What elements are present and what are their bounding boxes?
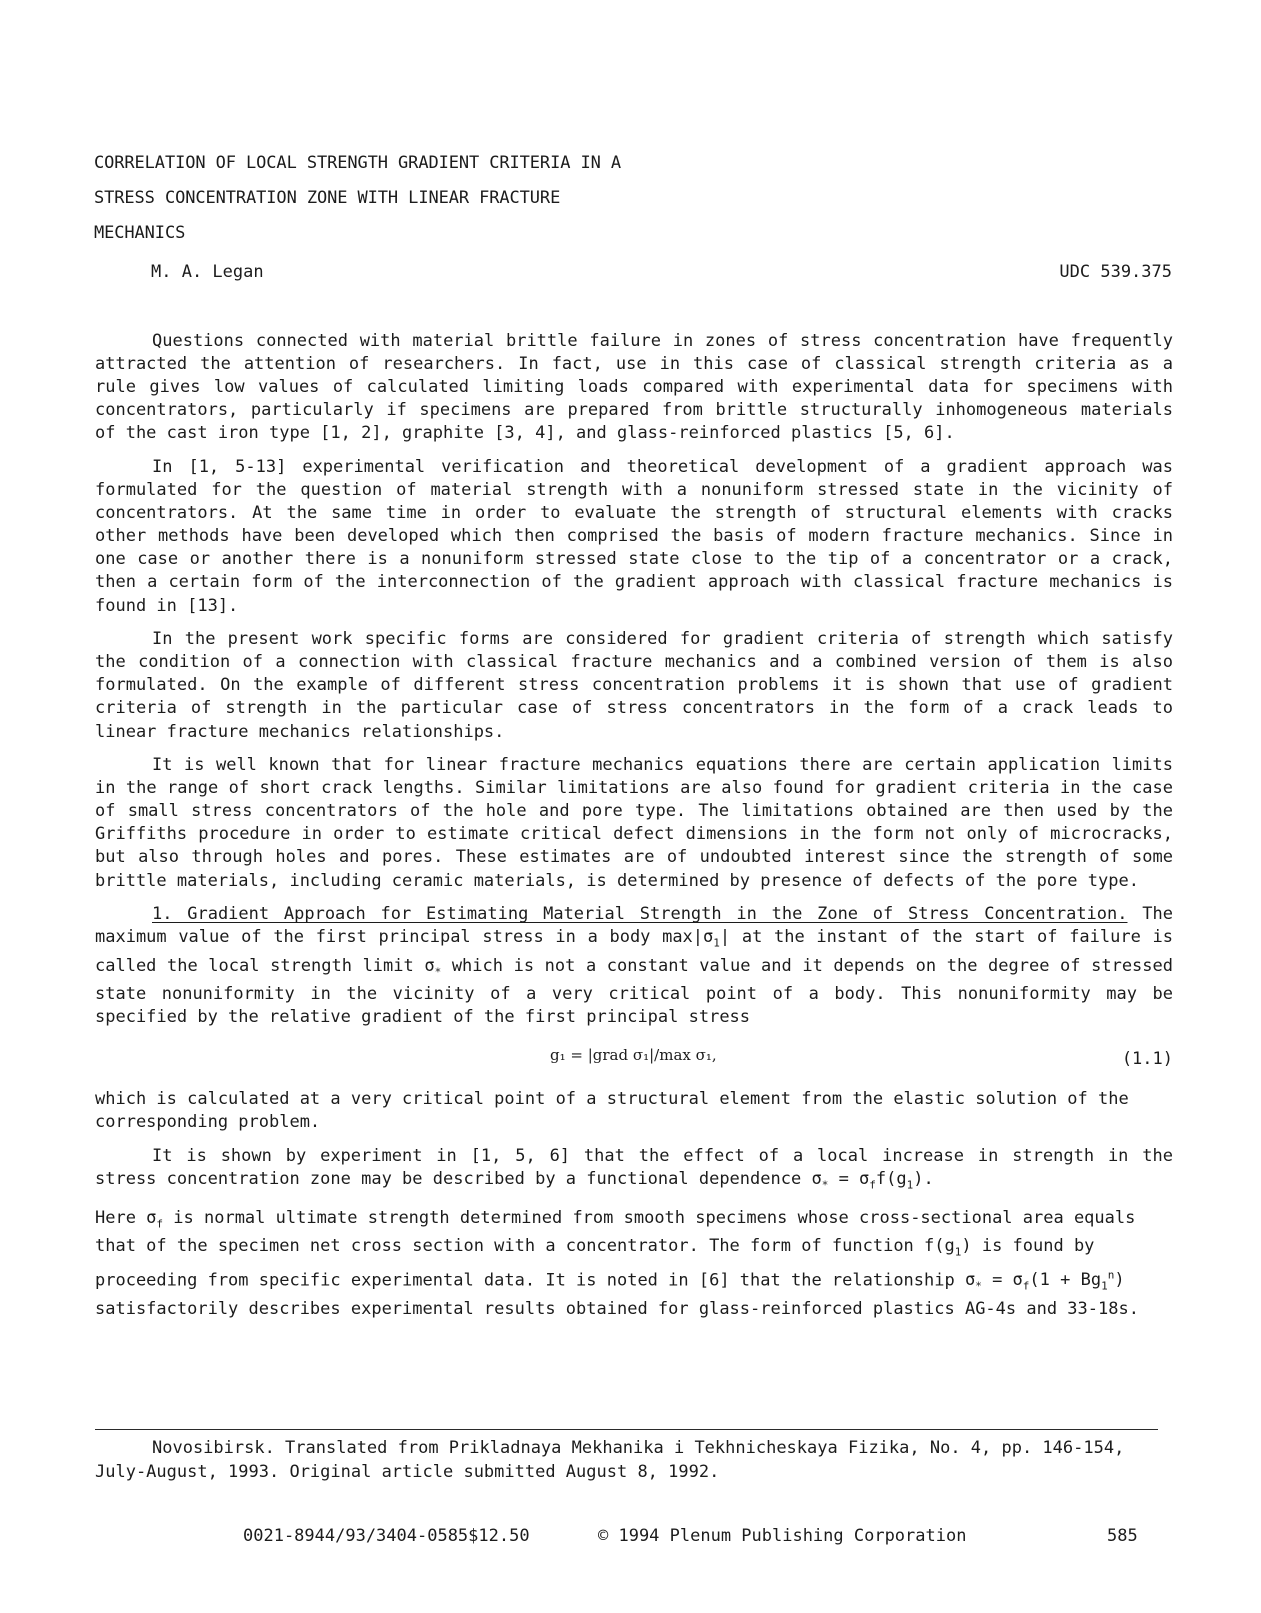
title-line: CORRELATION OF LOCAL STRENGTH GRADIENT CRITERIA IN A <box>94 153 622 173</box>
udc-code: UDC 539.375 <box>1059 262 1172 282</box>
paragraph-limits: It is well known that for linear fracture mechanics equations there are certain application limits in the range of short crack lengths. Similar limitations are also found for gradient criteria in the case of small stress concentrators of the hole and pore type. The limitations obtained are then used by the Griffiths procedure in order to estimate critical defect dimensions in the form not only of microcracks, but also through holes and pores. These estimates are of undoubted interest since the strength of some brittle materials, including ceramic materials, is determined by presence of defects of the pore type. <box>95 755 1173 891</box>
footnote-divider <box>95 1429 1158 1430</box>
equation-1-1 <box>95 1040 1173 1084</box>
paragraph-intro: Questions connected with material brittle failure in zones of stress concentration have frequently attracted the attention of researchers. In fact, use in this case of classical strength criteria as a rule gives low values of calculated limiting loads compared with experimental data for specimens with concentrators, particularly if specimens are prepared from brittle structurally inhomogeneous materials of the cast iron type [1, 2], graphite [3, 4], and glass-reinforced plastics [5, 6]. <box>95 331 1173 444</box>
paragraph-present-work: In the present work specific forms are considered for gradient criteria of strength which satisfy the condition of a connection with classical fracture mechanics and a combined version of them is also formulated. On the example of different stress concentration problems it is shown that use of gradient criteria of strength in the particular case of stress concentrators in the form of a crack leads to linear fracture mechanics relationships. <box>95 629 1173 742</box>
paragraph-after-equation: which is calculated at a very critical point of a structural element from the elastic solution of the corresponding problem. <box>95 1088 1129 1132</box>
article-code: 0021-8944/93/3404-0585$12.50 <box>243 1526 530 1546</box>
paragraph-gradient-approach: In [1, 5-13] experimental verification and theoretical development of a gradient approach was formulated for the question of material strength with a nonuniform stressed state in the vicinity of concentrators. At the same time in order to evaluate the strength of structural elements with cracks other methods have been developed which then comprised the basis of modern fracture mechanics. Since in one case or another there is a nonuniform stressed state close to the tip of a concentrator or a crack, then a certain form of the interconnection of the gradient approach with classical fracture mechanics is found in [13]. <box>95 456 1173 616</box>
page-number: 585 <box>1107 1526 1138 1546</box>
footnote: Novosibirsk. Translated from Prikladnaya Mekhanika i Tekhnicheskaya Fizika, No. 4, pp. 146-154, July-August, 1993. Original article submitted August 8, 1992. <box>95 1438 1125 1482</box>
equation-number: (1.1) <box>1121 1048 1173 1069</box>
title-line: STRESS CONCENTRATION ZONE WITH LINEAR FRACTURE <box>94 188 561 208</box>
title-line: MECHANICS <box>94 223 186 243</box>
equation-formula: g₁ = |grad σ₁|/max σ₁, <box>550 1045 717 1064</box>
article-body <box>95 330 1173 1331</box>
paragraph-experiment: It is shown by experiment in [1, 5, 6] that the effect of a local increase in strength in the stress concentration zone may be described by a functional dependence $\sigma_* = \sigma_ff(g_1)$. <box>95 1145 1173 1192</box>
author: M. A. Legan <box>151 262 264 282</box>
paper-title <box>94 146 814 251</box>
paragraph-ultimate-strength: Here $\sigma_f$ is normal ultimate strength determined from smooth specimens whose cross-sectional area equals that of the specimen net cross section with a concentrator. The form of function $f(g_1)$ is found by proceeding from specific experimental data. It is noted in [6] that the relationship $\sigma_* = \sigma_f(1 + Bg_1^n)$ satisfactorily describes experimental results obtained for glass-reinforced plastics AG-4s and 33-18s. <box>95 1207 1139 1319</box>
section-1-paragraph: 1. Gradient Approach for Estimating Material Strength in the Zone of Stress Concentration. The maximum value of the first principal stress in a body $\max|\sigma_1|$ at the instant of the start of failure is called the local strength limit $\sigma_*$ which is not a constant value and it depends on the degree of stressed state nonuniformity in the vicinity of a very critical point of a body. This nonuniformity may be specified by the relative gradient of the first principal stress <box>95 904 1173 1028</box>
copyright: © 1994 Plenum Publishing Corporation <box>598 1526 967 1546</box>
section-1-heading: 1. Gradient Approach for Estimating Material Strength in the Zone of Stress Concentration. <box>152 904 1128 925</box>
